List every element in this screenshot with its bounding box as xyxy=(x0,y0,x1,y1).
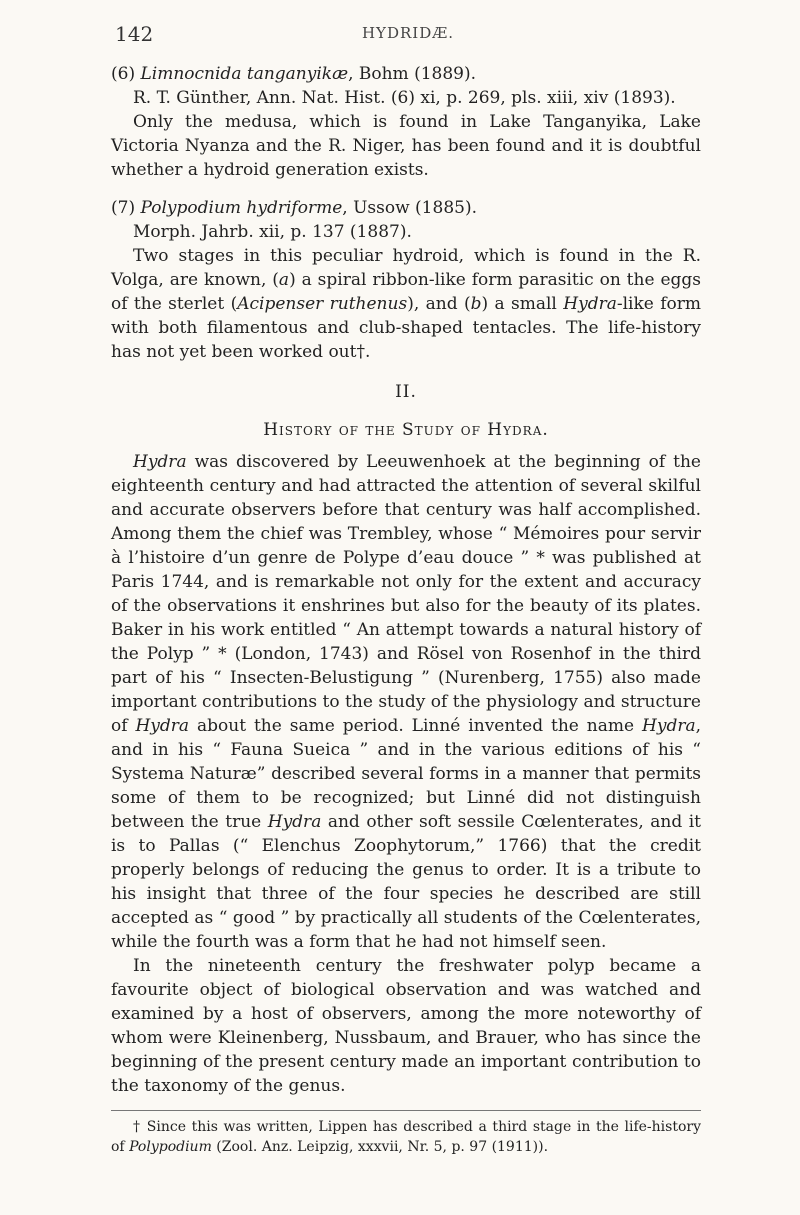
genus-name: Hydra xyxy=(135,716,190,736)
history-paragraph-1 xyxy=(111,450,701,954)
entry-reference: Morph. Jahrb. xii, p. 137 (1887). xyxy=(133,222,412,242)
genus-name: Hydra xyxy=(642,716,696,736)
page-number: 142 xyxy=(115,22,154,46)
text-run: † Since this was written, Lippen has described a third stage in the life-history of xyxy=(111,1119,701,1155)
text-run: ) a small xyxy=(481,294,564,314)
species-name: Acipenser ruthenus xyxy=(237,294,408,314)
text-run: was discovered by Leeuwenhoek at the beginning of the eighteenth century and had attracted the attention of several skilful and accurate observers before that century was half accomplished. Among them the chief was Trembley, whose “ Mémoires pour servir à l’histoire d’un genre de Polype d’eau douce ” * was published at Paris 1744, and is remarkable not only for the extent and accuracy of the observations it enshrines but also for the beauty of its plates. Baker in his work entitled “ An attempt towards a natural history of the Polyp ” * (London, 1743) and Rösel von Rosenhof in the third part of his “ Insecten-Belustigung ” (Nurenberg, 1755) also made important contributions to the study of the physiology and structure of xyxy=(111,452,701,736)
species-name: Limnocnida tanganyikæ xyxy=(140,64,349,84)
entry-reference: R. T. Günther, Ann. Nat. Hist. (6) xi, p. 269, pls. xiii, xiv (1893). xyxy=(133,88,676,108)
text-run: and other soft sessile Cœlenterates, and it is to Pallas (“ Elenchus Zoophytorum,” 1766) that the credit properly belongs of reducing the genus to order. It is a tribute to his insight that three of the four species he described are still accepted as “ good ” by practically all students of the Cœlenterates, while the fourth was a form that he had not himself seen. xyxy=(111,812,701,952)
page-body xyxy=(111,62,701,1157)
history-paragraph-2: In the nineteenth century the freshwater polyp became a favourite object of biological observation and was watched and examined by a host of observers, among the more noteworthy of whom were Kleinenberg, Nussbaum, and Brauer, who has since the beginning of the present century made an important contribution to the taxonomy of the genus. xyxy=(111,956,701,1096)
entry-number: (6) xyxy=(111,64,136,84)
text-run: (Zool. Anz. Leipzig, xxxvii, Nr. 5, p. 97 (1911)). xyxy=(211,1139,549,1155)
entry-number: (7) xyxy=(111,198,136,218)
genus-name: Hydra xyxy=(267,812,322,832)
text-run: , and in his “ Fauna Sueica ” and in the various editions of his “ Systema Naturæ” described several forms in a manner that permits some of them to be recognized; but Linné did not distinguish between the true xyxy=(111,716,701,832)
entry-description: Only the medusa, which is found in Lake Tanganyika, Lake Victoria Nyanza and the R. Niger, has been found and it is doubtful whether a hydroid generation exists. xyxy=(111,112,701,180)
text-run: about the same period. Linné invented the name xyxy=(189,716,643,736)
entry-heading xyxy=(111,62,701,86)
page-header xyxy=(115,22,701,48)
text-run: Two stages in this peculiar hydroid, which is found in the R. Volga, are known, ( xyxy=(111,246,701,290)
text-run: ) a spiral ribbon-like form parasitic on the eggs of the sterlet ( xyxy=(111,270,701,314)
genus-name: Polypodium xyxy=(129,1139,212,1155)
section-title: History of the Study of Hydra. xyxy=(263,420,549,440)
section-number: II. xyxy=(395,382,417,402)
entry-heading xyxy=(111,196,701,220)
running-head: HYDRIDÆ. xyxy=(361,24,455,42)
italic-letter: a xyxy=(278,270,290,290)
genus-name: Hydra xyxy=(563,294,617,314)
genus-name: Hydra xyxy=(133,452,187,472)
species-entry-polypodium xyxy=(111,196,701,244)
species-entry-limnocnida xyxy=(111,62,701,110)
species-authority: , Ussow (1885). xyxy=(342,198,477,218)
entry-description xyxy=(111,244,701,364)
footnote xyxy=(111,1117,701,1157)
text-run: ), and ( xyxy=(407,294,471,314)
footnote-divider xyxy=(111,1110,701,1111)
text-run: -like form with both filamentous and club-shaped tentacles. The life-history has not yet been worked out†. xyxy=(111,294,701,362)
italic-letter: b xyxy=(470,294,482,314)
species-authority: , Bohm (1889). xyxy=(348,64,477,84)
species-name: Polypodium hydriforme xyxy=(140,198,343,218)
